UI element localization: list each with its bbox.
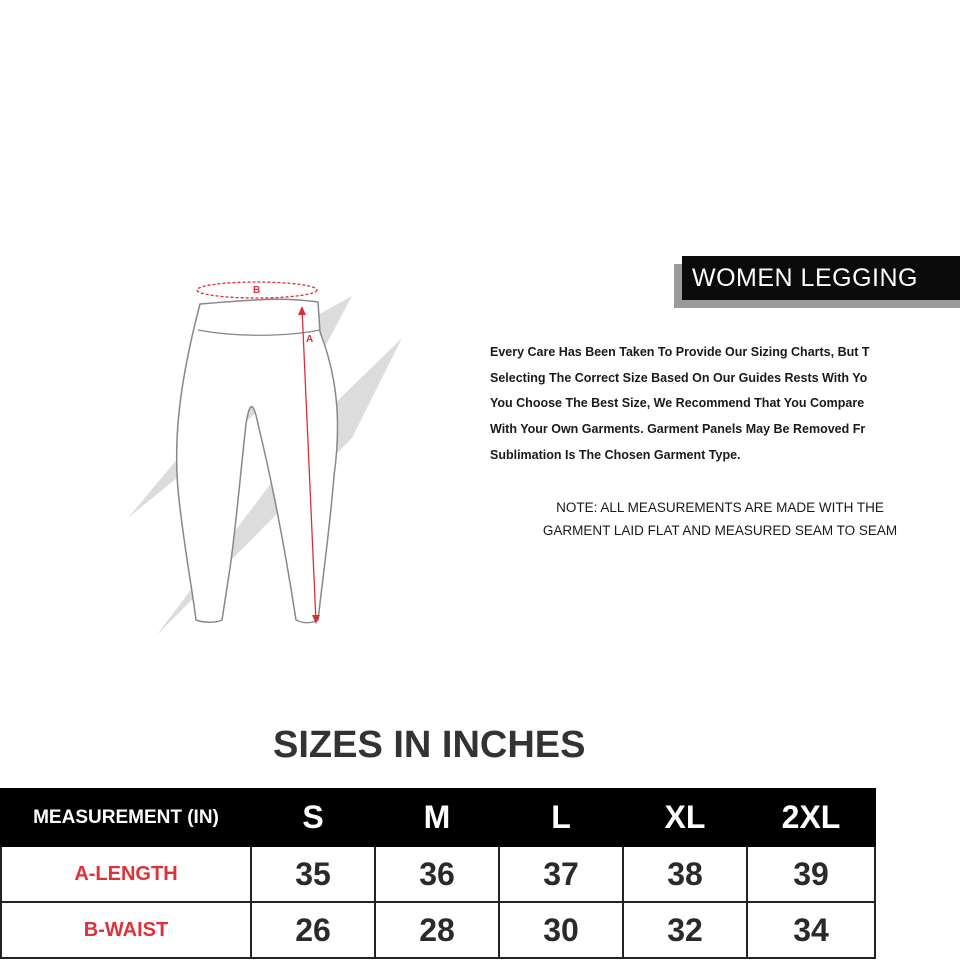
label-a: A [306, 334, 314, 345]
table-cell: 35 [251, 846, 375, 902]
note-line: GARMENT LAID FLAT AND MEASURED SEAM TO SEAM [542, 523, 898, 538]
header-row [1, 789, 875, 846]
table-cell: 34 [747, 902, 875, 958]
table-cell: 36 [375, 846, 499, 902]
table-cell: 30 [499, 902, 623, 958]
table-row [1, 846, 875, 902]
header-cell: MEASUREMENT (IN) [1, 789, 251, 846]
header-cell: L [499, 789, 623, 846]
header-cell: XL [623, 789, 747, 846]
measurement-note [500, 496, 940, 542]
title-banner [674, 256, 960, 308]
sizes-title: SIZES IN INCHES [273, 724, 586, 766]
header-cell: 2XL [747, 789, 875, 846]
disclaimer-line: You Choose The Best Size, We Recommend That You Compare [490, 396, 865, 411]
header-cell: S [251, 789, 375, 846]
table-cell: 39 [747, 846, 875, 902]
table-row [1, 902, 875, 958]
disclaimer-line: Selecting The Correct Size Based On Our Guides Rests With Yo [490, 370, 868, 385]
page-title: WOMEN LEGGING [682, 256, 960, 300]
disclaimer-line: Every Care Has Been Taken To Provide Our Sizing Charts, But T [490, 345, 870, 359]
label-b: B [253, 285, 261, 296]
table-cell: 37 [499, 846, 623, 902]
table-cell: 26 [251, 902, 375, 958]
size-table [0, 788, 876, 959]
row-label: A-LENGTH [1, 846, 251, 902]
note-line: NOTE: ALL MEASUREMENTS ARE MADE WITH THE [556, 500, 884, 515]
table-cell: 38 [623, 846, 747, 902]
row-label: B-WAIST [1, 902, 251, 958]
legging-diagram [120, 268, 420, 648]
table-cell: 32 [623, 902, 747, 958]
disclaimer-line: With Your Own Garments. Garment Panels May Be Removed Fr [490, 422, 866, 437]
sizing-disclaimer [490, 340, 960, 468]
header-cell: M [375, 789, 499, 846]
table-cell: 28 [375, 902, 499, 958]
disclaimer-line: Sublimation Is The Chosen Garment Type. [490, 447, 741, 462]
